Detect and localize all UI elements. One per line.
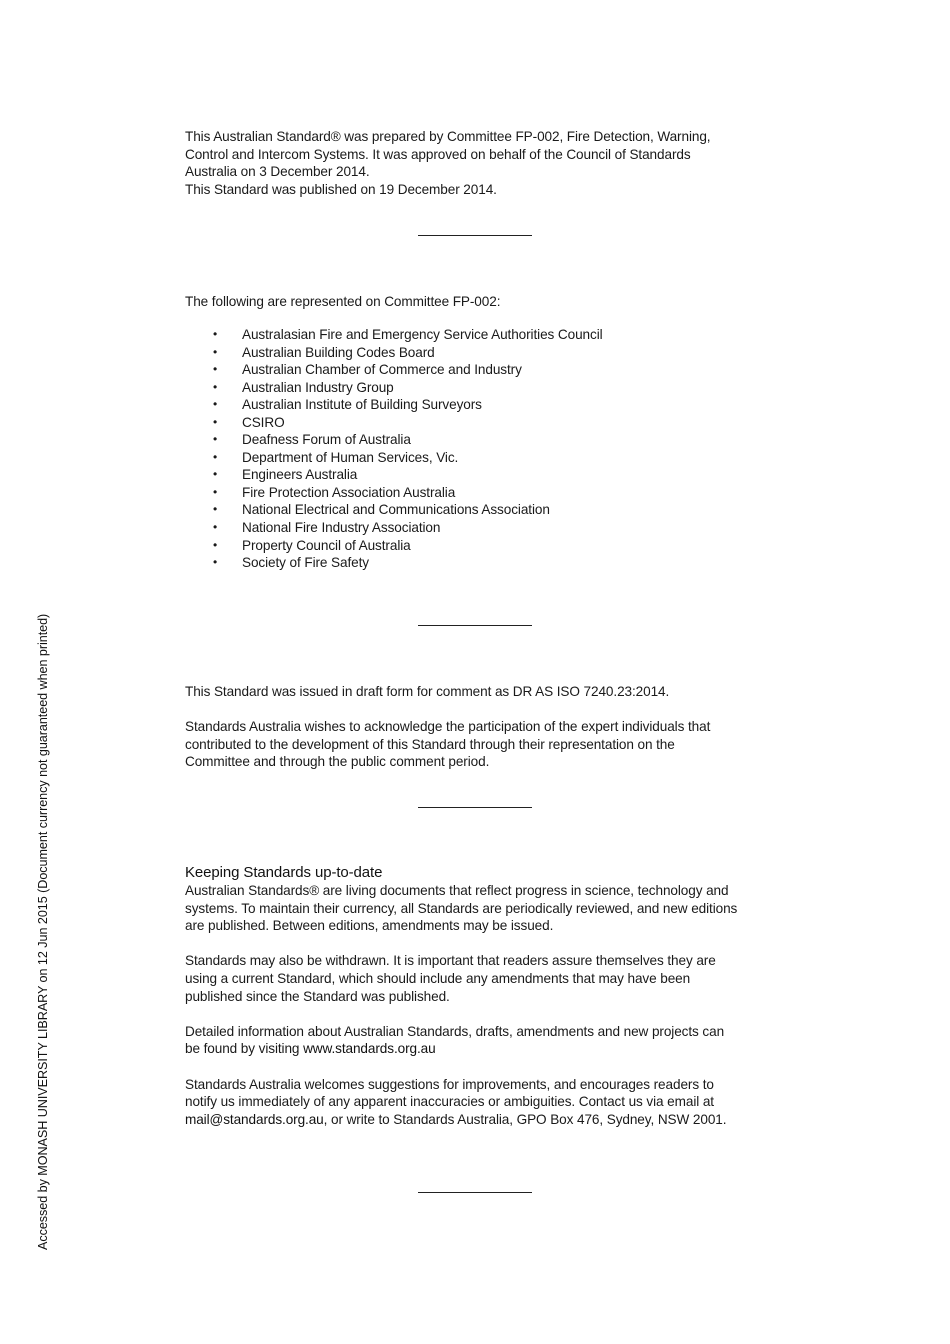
- list-item: [185, 466, 603, 484]
- acknowledgement-line: contributed to the development of this Standard through their representation on the: [185, 736, 675, 752]
- draft-issued-text: This Standard was issued in draft form for comment as DR AS ISO 7240.23:2014.: [185, 684, 670, 699]
- bullet-icon: •: [213, 467, 218, 482]
- bullet-icon: •: [213, 327, 218, 341]
- standards-website-link[interactable]: www.standards.org.au: [303, 1041, 436, 1057]
- member-name: Property Council of Australia: [242, 537, 411, 553]
- section-divider: [418, 625, 532, 626]
- member-name: Australasian Fire and Emergency Service Authorities Council: [242, 327, 603, 342]
- paragraph-line: Standards may also be withdrawn. It is important that readers assure themselves they are: [185, 953, 716, 969]
- bullet-icon: •: [213, 432, 218, 447]
- list-item: [185, 361, 603, 379]
- bullet-icon: •: [213, 362, 218, 377]
- bullet-icon: •: [213, 502, 218, 517]
- bullet-icon: •: [213, 414, 218, 429]
- paragraph-line: are published. Between editions, amendments may be issued.: [185, 918, 554, 934]
- section-divider: [418, 807, 532, 808]
- paragraph-line: Detailed information about Australian Standards, drafts, amendments and new projects can: [185, 1023, 725, 1039]
- member-name: National Electrical and Communications Association: [242, 502, 550, 518]
- list-item: [185, 344, 603, 362]
- keeping-standards-section: [185, 864, 770, 1128]
- bullet-icon: •: [213, 537, 218, 552]
- publication-line: This Standard was published on 19 December 2014.: [185, 181, 497, 197]
- member-name: CSIRO: [242, 414, 285, 430]
- section-divider: [418, 1192, 532, 1193]
- paragraph-line: published since the Standard was published.: [185, 988, 450, 1004]
- paragraph-line: [185, 1040, 770, 1058]
- section-heading: Keeping Standards up-to-date: [185, 864, 383, 881]
- bullet-icon: •: [213, 379, 218, 394]
- list-item: [185, 519, 603, 537]
- preparation-line: Australia on 3 December 2014.: [185, 164, 370, 180]
- member-name: Australian Chamber of Commerce and Industry: [242, 362, 522, 378]
- paragraph-line: Standards Australia welcomes suggestions for improvements, and encourages readers to: [185, 1076, 714, 1092]
- member-name: Engineers Australia: [242, 467, 358, 483]
- member-name: Australian Industry Group: [242, 379, 394, 395]
- member-name: National Fire Industry Association: [242, 520, 441, 536]
- preparation-section: [185, 128, 770, 198]
- paragraph-line: notify us immediately of any apparent inaccuracies or ambiguities. Contact us via email at: [185, 1094, 714, 1110]
- member-name: Australian Institute of Building Surveyors: [242, 397, 482, 413]
- list-item: [185, 484, 603, 502]
- section-divider: [418, 235, 532, 236]
- bullet-icon: •: [213, 520, 218, 535]
- paragraph-text: be found by visiting: [185, 1041, 304, 1057]
- list-item: [185, 449, 603, 467]
- list-item: [185, 326, 603, 344]
- list-item: [185, 396, 603, 414]
- list-item: [185, 501, 603, 519]
- bullet-icon: •: [213, 449, 218, 464]
- bullet-icon: •: [213, 397, 218, 412]
- member-name: Australian Building Codes Board: [242, 344, 435, 360]
- preparation-line: This Australian Standard® was prepared by Committee FP-002, Fire Detection, Warning,: [185, 129, 711, 144]
- member-name: Deafness Forum of Australia: [242, 432, 411, 448]
- email-link[interactable]: mail@standards.org.au: [185, 1111, 324, 1127]
- paragraph-line: [185, 1111, 770, 1129]
- list-item: [185, 431, 603, 449]
- member-name: Department of Human Services, Vic.: [242, 449, 459, 465]
- list-item: [185, 554, 603, 572]
- paragraph-line: using a current Standard, which should include any amendments that may have been: [185, 970, 691, 986]
- bullet-icon: •: [213, 344, 218, 359]
- list-item: [185, 414, 603, 432]
- committee-member-list: [185, 326, 603, 572]
- acknowledgement-line: Standards Australia wishes to acknowledge the participation of the expert individuals that: [185, 719, 711, 735]
- list-item: [185, 379, 603, 397]
- access-watermark: Accessed by MONASH UNIVERSITY LIBRARY on 12 Jun 2015 (Document currency not guaranteed when printed): [36, 613, 50, 1250]
- paragraph-line: Australian Standards® are living documents that reflect progress in science, technology and: [185, 883, 729, 898]
- bullet-icon: •: [213, 484, 218, 499]
- acknowledgement-line: Committee and through the public comment period.: [185, 754, 490, 770]
- committee-intro-text: The following are represented on Committee FP-002:: [185, 294, 501, 309]
- committee-intro: [185, 293, 770, 311]
- list-item: [185, 537, 603, 555]
- preparation-line: Control and Intercom Systems. It was approved on behalf of the Council of Standards: [185, 146, 691, 162]
- bullet-icon: •: [213, 555, 218, 570]
- paragraph-line: systems. To maintain their currency, all Standards are periodically reviewed, and new editions: [185, 900, 738, 916]
- member-name: Society of Fire Safety: [242, 555, 369, 571]
- member-name: Fire Protection Association Australia: [242, 484, 456, 500]
- draft-section: [185, 683, 770, 771]
- paragraph-text: , or write to Standards Australia, GPO Box 476, Sydney, NSW 2001.: [323, 1111, 727, 1127]
